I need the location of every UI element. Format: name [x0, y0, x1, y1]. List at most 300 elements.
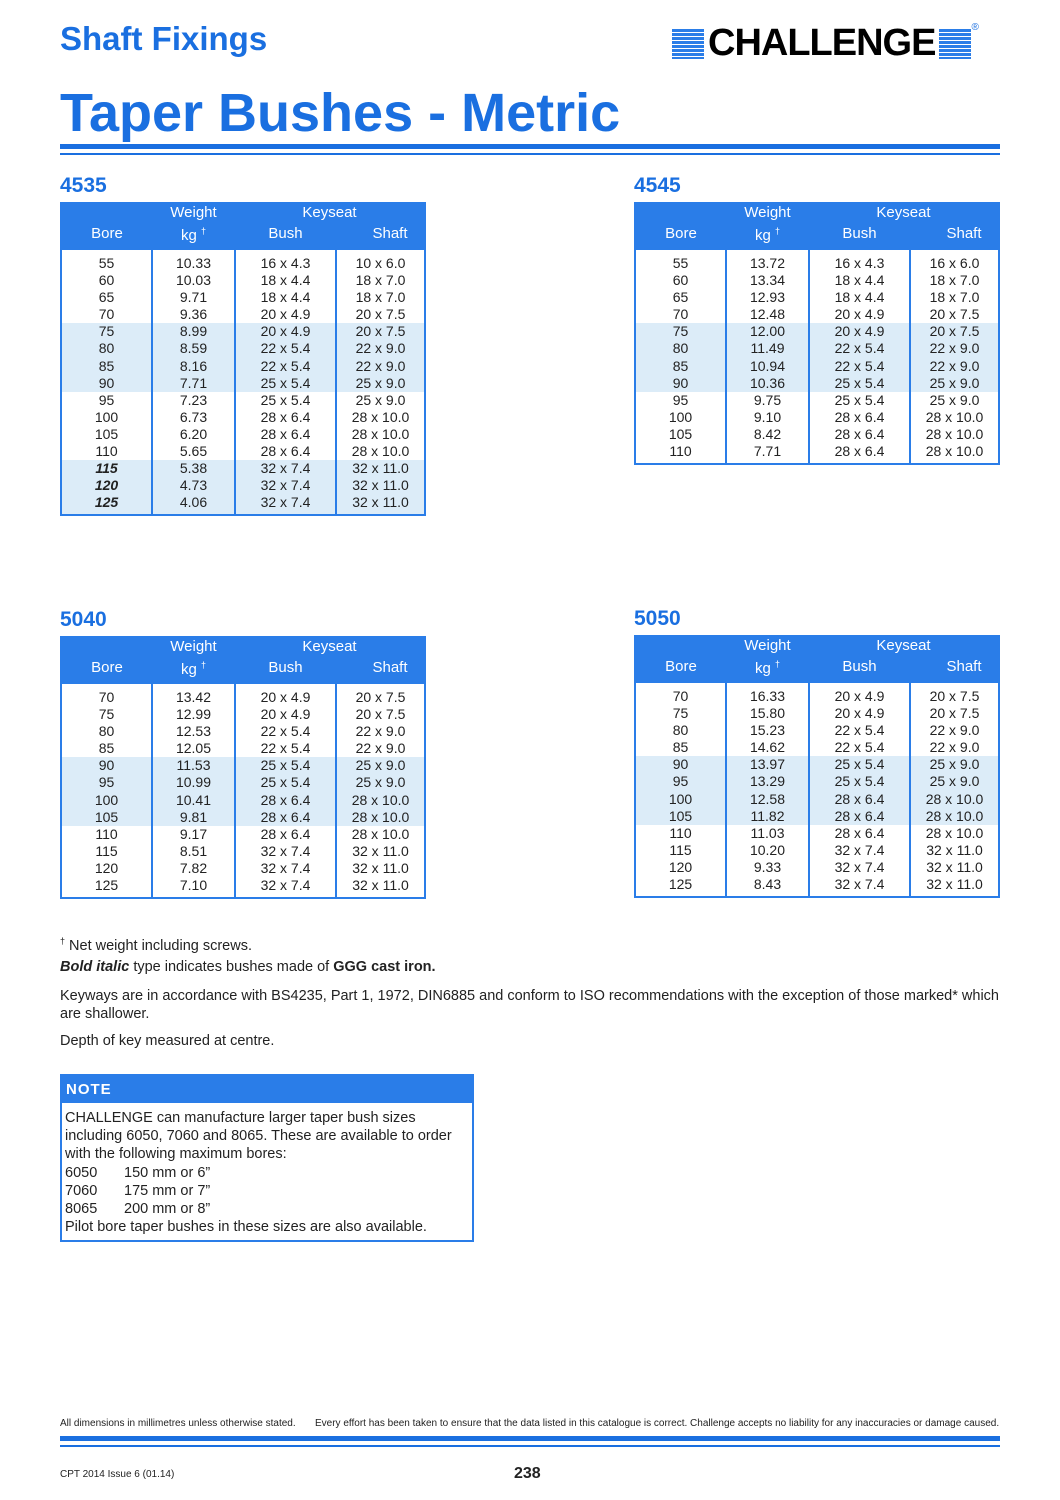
cell-bush: 28 x 6.4 — [235, 792, 336, 809]
cell-bore: 115 — [61, 460, 152, 477]
cell-shaft: 20 x 7.5 — [910, 323, 999, 340]
cell-shaft: 16 x 6.0 — [910, 250, 999, 272]
cell-bush: 25 x 5.4 — [809, 392, 910, 409]
cell-shaft: 18 x 7.0 — [336, 272, 425, 289]
table-row — [61, 375, 425, 392]
cell-bore: 115 — [95, 842, 118, 859]
cell-bore: 125 — [668, 876, 693, 893]
table-row — [635, 773, 999, 790]
table-row — [635, 808, 999, 825]
table-row — [61, 877, 425, 898]
cell-bore: 100 — [94, 408, 119, 425]
cell-weight: 13.72 — [726, 250, 809, 272]
cell-shaft: 22 x 9.0 — [336, 340, 425, 357]
taper-bush-table-4545 — [634, 202, 1000, 465]
section-title: Shaft Fixings — [60, 20, 268, 57]
cell-weight: 12.99 — [152, 706, 235, 723]
table-row — [635, 272, 999, 289]
cell-shaft: 22 x 9.0 — [336, 358, 425, 375]
cell-bush: 20 x 4.9 — [809, 683, 910, 705]
cell-weight: 8.43 — [726, 876, 809, 897]
cell-shaft: 20 x 7.5 — [336, 323, 425, 340]
cell-bore: 60 — [672, 272, 689, 289]
cell-shaft: 32 x 11.0 — [336, 843, 425, 860]
cell-shaft: 20 x 7.5 — [336, 706, 425, 723]
cell-bore: 70 — [672, 688, 689, 704]
cell-bush: 28 x 6.4 — [809, 808, 910, 825]
cell-shaft: 32 x 11.0 — [336, 460, 425, 477]
cell-shaft: 28 x 10.0 — [336, 826, 425, 843]
cell-weight: 11.82 — [726, 808, 809, 825]
footnote-bold-italic: Bold italic type indicates bushes made of GGG cast iron. — [60, 959, 436, 975]
cell-bush: 32 x 7.4 — [235, 843, 336, 860]
footnote-net-weight: † Net weight including screws. — [60, 936, 252, 954]
cell-bush: 25 x 5.4 — [809, 375, 910, 392]
cell-bush: 18 x 4.4 — [235, 272, 336, 289]
cell-bush: 32 x 7.4 — [235, 860, 336, 877]
cell-bush: 16 x 4.3 — [809, 250, 910, 272]
cell-bore: 105 — [668, 425, 693, 442]
cell-shaft: 22 x 9.0 — [910, 340, 999, 357]
cell-weight: 13.97 — [726, 756, 809, 773]
header-kg: kg † — [152, 222, 235, 250]
table-row — [61, 272, 425, 289]
cell-bore: 75 — [672, 705, 689, 722]
table-row — [61, 792, 425, 809]
cell-weight: 8.99 — [152, 323, 235, 340]
cell-shaft: 22 x 9.0 — [910, 722, 999, 739]
cell-shaft: 28 x 10.0 — [910, 825, 999, 842]
cell-weight: 15.23 — [726, 722, 809, 739]
cell-weight: 9.75 — [726, 392, 809, 409]
cell-shaft: 32 x 11.0 — [910, 842, 999, 859]
cell-shaft: 28 x 10.0 — [336, 792, 425, 809]
cell-bush: 28 x 6.4 — [235, 426, 336, 443]
cell-weight: 13.29 — [726, 773, 809, 790]
header-bore: Bore — [635, 655, 726, 683]
cell-bore: 100 — [635, 791, 726, 808]
cell-weight: 6.73 — [152, 409, 235, 426]
cell-weight: 7.23 — [152, 392, 235, 409]
cell-bush: 22 x 5.4 — [235, 740, 336, 757]
table-row — [635, 683, 999, 705]
page-number: 238 — [514, 1465, 541, 1482]
footer-dimensions: All dimensions in millimetres unless otherwise stated. — [60, 1418, 296, 1429]
cell-bore: 55 — [98, 255, 115, 271]
cell-bush: 22 x 5.4 — [235, 340, 336, 357]
cell-bush: 20 x 4.9 — [809, 323, 910, 340]
table-row — [635, 876, 999, 897]
cell-bore: 115 — [669, 841, 692, 858]
cell-weight: 10.94 — [726, 358, 809, 375]
cell-bore: 75 — [61, 323, 152, 340]
table-row — [61, 340, 425, 357]
table-title: 4545 — [634, 174, 681, 197]
header-keyseat: Keyseat — [809, 203, 999, 222]
cell-weight: 10.33 — [152, 250, 235, 272]
cell-bore: 100 — [668, 408, 693, 425]
table-row — [61, 740, 425, 757]
cell-bush: 18 x 4.4 — [809, 272, 910, 289]
cell-bush: 25 x 5.4 — [235, 375, 336, 392]
cell-weight: 8.42 — [726, 426, 809, 443]
cell-weight: 11.49 — [726, 340, 809, 357]
cell-bore: 110 — [669, 824, 692, 841]
table-row — [635, 756, 999, 773]
header-blank — [635, 636, 726, 655]
taper-bush-table-5050 — [634, 635, 1000, 898]
cell-weight: 4.06 — [152, 494, 235, 515]
cell-bore: 125 — [94, 877, 119, 894]
cell-shaft: 25 x 9.0 — [336, 757, 425, 774]
cell-bush: 28 x 6.4 — [235, 443, 336, 460]
table-row — [61, 774, 425, 791]
header-blank — [61, 637, 152, 656]
table-row — [635, 842, 999, 859]
cell-weight: 5.65 — [152, 443, 235, 460]
cell-bore: 75 — [98, 706, 115, 723]
table-row — [61, 843, 425, 860]
cell-weight: 12.93 — [726, 289, 809, 306]
cell-bush: 28 x 6.4 — [809, 426, 910, 443]
divider — [60, 1436, 1000, 1441]
cell-shaft: 20 x 7.5 — [336, 306, 425, 323]
table-row — [61, 289, 425, 306]
table-row — [61, 860, 425, 877]
cell-bush: 28 x 6.4 — [809, 825, 910, 842]
cell-shaft: 25 x 9.0 — [910, 375, 999, 392]
note-box — [60, 1074, 474, 1242]
footnote-keyways: Keyways are in accordance with BS4235, Part 1, 1972, DIN6885 and conform to ISO recommendations with the exception of those marked* which are shallower. — [60, 988, 999, 1022]
cell-weight: 9.36 — [152, 306, 235, 323]
cell-bore: 105 — [94, 425, 119, 442]
cell-shaft: 28 x 10.0 — [910, 409, 999, 426]
cell-weight: 12.05 — [152, 740, 235, 757]
cell-shaft: 25 x 9.0 — [336, 392, 425, 409]
header-weight: Weight — [152, 203, 235, 222]
header-weight: Weight — [152, 637, 235, 656]
header-keyseat: Keyseat — [809, 636, 999, 655]
cell-bore: 95 — [635, 773, 726, 790]
table-row — [635, 791, 999, 808]
table-row — [61, 684, 425, 706]
cell-weight: 7.10 — [152, 877, 235, 898]
cell-bush: 32 x 7.4 — [809, 859, 910, 876]
cell-bush: 22 x 5.4 — [809, 739, 910, 756]
table-row — [635, 392, 999, 409]
cell-shaft: 28 x 10.0 — [336, 809, 425, 826]
cell-bore: 110 — [95, 825, 118, 842]
cell-weight: 7.82 — [152, 860, 235, 877]
cell-weight: 9.33 — [726, 859, 809, 876]
footer-disclaimer: Every effort has been taken to ensure that the data listed in this catalogue is correct. Challenge accepts no liability for any inaccuracies or damage caused. — [315, 1418, 1000, 1429]
cell-bush: 22 x 5.4 — [809, 722, 910, 739]
cell-shaft: 22 x 9.0 — [910, 739, 999, 756]
cell-shaft: 25 x 9.0 — [336, 774, 425, 791]
cell-bush: 22 x 5.4 — [809, 358, 910, 375]
cell-bore: 70 — [98, 689, 115, 705]
cell-weight: 7.71 — [726, 443, 809, 464]
header-shaft: Shaft — [336, 656, 425, 684]
cell-shaft: 32 x 11.0 — [910, 859, 999, 876]
cell-shaft: 20 x 7.5 — [910, 683, 999, 705]
cell-bore: 75 — [635, 323, 726, 340]
cell-weight: 5.38 — [152, 460, 235, 477]
cell-shaft: 32 x 11.0 — [336, 860, 425, 877]
table-row — [635, 443, 999, 464]
table-row — [61, 826, 425, 843]
cell-bush: 28 x 6.4 — [235, 826, 336, 843]
cell-weight: 8.16 — [152, 358, 235, 375]
table-title: 5040 — [60, 608, 107, 631]
table-row — [61, 250, 425, 272]
cell-shaft: 32 x 11.0 — [336, 477, 425, 494]
cell-bore: 95 — [672, 391, 689, 408]
table-row — [61, 809, 425, 826]
cell-shaft: 28 x 10.0 — [910, 443, 999, 464]
header-bush: Bush — [809, 222, 910, 250]
cell-bore: 90 — [61, 375, 152, 392]
cell-shaft: 22 x 9.0 — [336, 740, 425, 757]
cell-weight: 8.51 — [152, 843, 235, 860]
cell-shaft: 10 x 6.0 — [336, 250, 425, 272]
cell-bush: 20 x 4.9 — [235, 706, 336, 723]
table-row — [635, 250, 999, 272]
taper-bush-table-4535 — [60, 202, 426, 516]
table-row — [635, 825, 999, 842]
cell-shaft: 28 x 10.0 — [336, 426, 425, 443]
cell-weight: 14.62 — [726, 739, 809, 756]
cell-shaft: 18 x 7.0 — [336, 289, 425, 306]
table-row — [61, 723, 425, 740]
cell-shaft: 20 x 7.5 — [336, 684, 425, 706]
cell-bush: 25 x 5.4 — [235, 392, 336, 409]
cell-shaft: 28 x 10.0 — [910, 791, 999, 808]
cell-bore: 65 — [98, 289, 115, 306]
cell-weight: 12.48 — [726, 306, 809, 323]
cell-bore: 65 — [672, 289, 689, 306]
divider — [60, 144, 1000, 149]
cell-shaft: 22 x 9.0 — [910, 358, 999, 375]
table-row — [61, 494, 425, 515]
cell-bore: 85 — [61, 358, 152, 375]
cell-bush: 25 x 5.4 — [235, 757, 336, 774]
table-row — [61, 409, 425, 426]
footnote-depth: Depth of key measured at centre. — [60, 1033, 275, 1049]
table-row — [635, 289, 999, 306]
cell-shaft: 28 x 10.0 — [910, 808, 999, 825]
cell-bore: 120 — [94, 859, 119, 876]
header-blank — [61, 203, 152, 222]
cell-shaft: 32 x 11.0 — [336, 877, 425, 898]
cell-bush: 32 x 7.4 — [809, 842, 910, 859]
logo-stripes-icon — [672, 29, 704, 59]
cell-bush: 25 x 5.4 — [809, 773, 910, 790]
logo-text: CHALLENGE — [708, 22, 936, 64]
cell-bush: 32 x 7.4 — [235, 477, 336, 494]
header-shaft: Shaft — [910, 655, 999, 683]
cell-bore: 80 — [61, 340, 152, 357]
cell-weight: 6.20 — [152, 426, 235, 443]
table-row — [635, 340, 999, 357]
table-title: 5050 — [634, 607, 681, 630]
table-row — [635, 705, 999, 722]
cell-bore: 110 — [669, 443, 692, 460]
cell-bush: 22 x 5.4 — [235, 723, 336, 740]
table-row — [635, 409, 999, 426]
cell-shaft: 25 x 9.0 — [910, 392, 999, 409]
cell-weight: 12.53 — [152, 723, 235, 740]
cell-weight: 9.10 — [726, 409, 809, 426]
cell-bush: 28 x 6.4 — [809, 791, 910, 808]
note-intro: CHALLENGE can manufacture larger taper bush sizes including 6050, 7060 and 8065. These are available to order with the following maximum bores: — [65, 1110, 452, 1163]
cell-bore: 80 — [98, 723, 115, 740]
table-row — [635, 358, 999, 375]
cell-bore: 95 — [98, 391, 115, 408]
cell-bore: 100 — [61, 792, 152, 809]
cell-bore: 70 — [672, 306, 689, 323]
cell-bore: 80 — [672, 722, 689, 739]
header-shaft: Shaft — [336, 222, 425, 250]
table-row — [635, 323, 999, 340]
cell-bore: 85 — [98, 740, 115, 757]
cell-bore: 90 — [635, 756, 726, 773]
table-row — [61, 477, 425, 494]
cell-weight: 4.73 — [152, 477, 235, 494]
cell-bore: 90 — [61, 757, 152, 774]
header-blank — [635, 203, 726, 222]
cell-bore: 85 — [635, 358, 726, 375]
cell-weight: 11.03 — [726, 825, 809, 842]
note-outro: Pilot bore taper bushes in these sizes are also available. — [65, 1219, 427, 1236]
table-row — [635, 722, 999, 739]
taper-bush-table-5040 — [60, 636, 426, 899]
cell-shaft: 18 x 7.0 — [910, 289, 999, 306]
cell-bush: 20 x 4.9 — [235, 323, 336, 340]
registered-mark: ® — [971, 22, 979, 33]
cell-bush: 28 x 6.4 — [809, 409, 910, 426]
cell-bore: 85 — [672, 739, 689, 756]
table-row — [61, 443, 425, 460]
table-row — [61, 323, 425, 340]
cell-weight: 10.41 — [152, 792, 235, 809]
cell-shaft: 20 x 7.5 — [910, 705, 999, 722]
cell-weight: 9.17 — [152, 826, 235, 843]
cell-bore: 120 — [668, 858, 693, 875]
cell-shaft: 28 x 10.0 — [336, 409, 425, 426]
table-row — [635, 426, 999, 443]
cell-shaft: 25 x 9.0 — [910, 756, 999, 773]
cell-bush: 20 x 4.9 — [809, 705, 910, 722]
table-row — [61, 460, 425, 477]
cell-weight: 12.00 — [726, 323, 809, 340]
cell-weight: 10.20 — [726, 842, 809, 859]
cell-bore: 105 — [61, 809, 152, 826]
cell-shaft: 18 x 7.0 — [910, 272, 999, 289]
cell-bore: 55 — [672, 255, 689, 271]
cell-weight: 11.53 — [152, 757, 235, 774]
cell-bush: 22 x 5.4 — [235, 358, 336, 375]
cell-bush: 32 x 7.4 — [235, 877, 336, 898]
header-kg: kg † — [726, 655, 809, 683]
cell-weight: 10.03 — [152, 272, 235, 289]
cell-weight: 13.42 — [152, 684, 235, 706]
cell-bore: 125 — [61, 494, 152, 515]
cell-bush: 32 x 7.4 — [235, 460, 336, 477]
header-keyseat: Keyseat — [235, 203, 425, 222]
cell-weight: 10.36 — [726, 375, 809, 392]
header-bore: Bore — [61, 656, 152, 684]
cell-weight: 9.71 — [152, 289, 235, 306]
header-kg: kg † — [726, 222, 809, 250]
cell-bush: 18 x 4.4 — [235, 289, 336, 306]
table-row — [61, 358, 425, 375]
divider — [60, 1445, 1000, 1447]
table-row — [61, 706, 425, 723]
cell-bush: 16 x 4.3 — [235, 250, 336, 272]
cell-weight: 10.99 — [152, 774, 235, 791]
cell-weight: 15.80 — [726, 705, 809, 722]
footer-issue: CPT 2014 Issue 6 (01.14) — [60, 1469, 175, 1480]
cell-bush: 32 x 7.4 — [235, 494, 336, 515]
table-row — [61, 426, 425, 443]
note-heading: NOTE — [62, 1076, 472, 1103]
cell-bore: 110 — [95, 443, 118, 460]
table-title: 4535 — [60, 174, 107, 197]
cell-shaft: 25 x 9.0 — [910, 773, 999, 790]
cell-bush: 28 x 6.4 — [235, 809, 336, 826]
cell-bush: 28 x 6.4 — [235, 409, 336, 426]
note-size-row: 6050 150 mm or 6” — [65, 1164, 211, 1181]
table-row — [61, 757, 425, 774]
cell-shaft: 28 x 10.0 — [336, 443, 425, 460]
table-row — [635, 739, 999, 756]
divider — [60, 153, 1000, 155]
cell-shaft: 22 x 9.0 — [336, 723, 425, 740]
cell-bush: 25 x 5.4 — [235, 774, 336, 791]
cell-weight: 7.71 — [152, 375, 235, 392]
cell-shaft: 32 x 11.0 — [910, 876, 999, 897]
cell-bore: 80 — [635, 340, 726, 357]
logo-stripes-icon — [939, 29, 971, 59]
header-keyseat: Keyseat — [235, 637, 425, 656]
cell-bore: 95 — [61, 774, 152, 791]
cell-bush: 18 x 4.4 — [809, 289, 910, 306]
header-weight: Weight — [726, 636, 809, 655]
cell-bush: 20 x 4.9 — [235, 306, 336, 323]
cell-weight: 12.58 — [726, 791, 809, 808]
note-size-row: 7060 175 mm or 7” — [65, 1182, 211, 1199]
header-weight: Weight — [726, 203, 809, 222]
cell-weight: 13.34 — [726, 272, 809, 289]
table-row — [61, 306, 425, 323]
cell-bush: 20 x 4.9 — [809, 306, 910, 323]
cell-weight: 16.33 — [726, 683, 809, 705]
cell-shaft: 25 x 9.0 — [336, 375, 425, 392]
cell-shaft: 32 x 11.0 — [336, 494, 425, 515]
cell-shaft: 28 x 10.0 — [910, 426, 999, 443]
table-row — [635, 375, 999, 392]
table-row — [61, 392, 425, 409]
cell-weight: 9.81 — [152, 809, 235, 826]
cell-bush: 28 x 6.4 — [809, 443, 910, 464]
cell-bush: 20 x 4.9 — [235, 684, 336, 706]
note-size-row: 8065 200 mm or 8” — [65, 1201, 211, 1218]
header-bush: Bush — [809, 655, 910, 683]
table-row — [635, 306, 999, 323]
cell-bore: 105 — [635, 808, 726, 825]
header-bore: Bore — [635, 222, 726, 250]
